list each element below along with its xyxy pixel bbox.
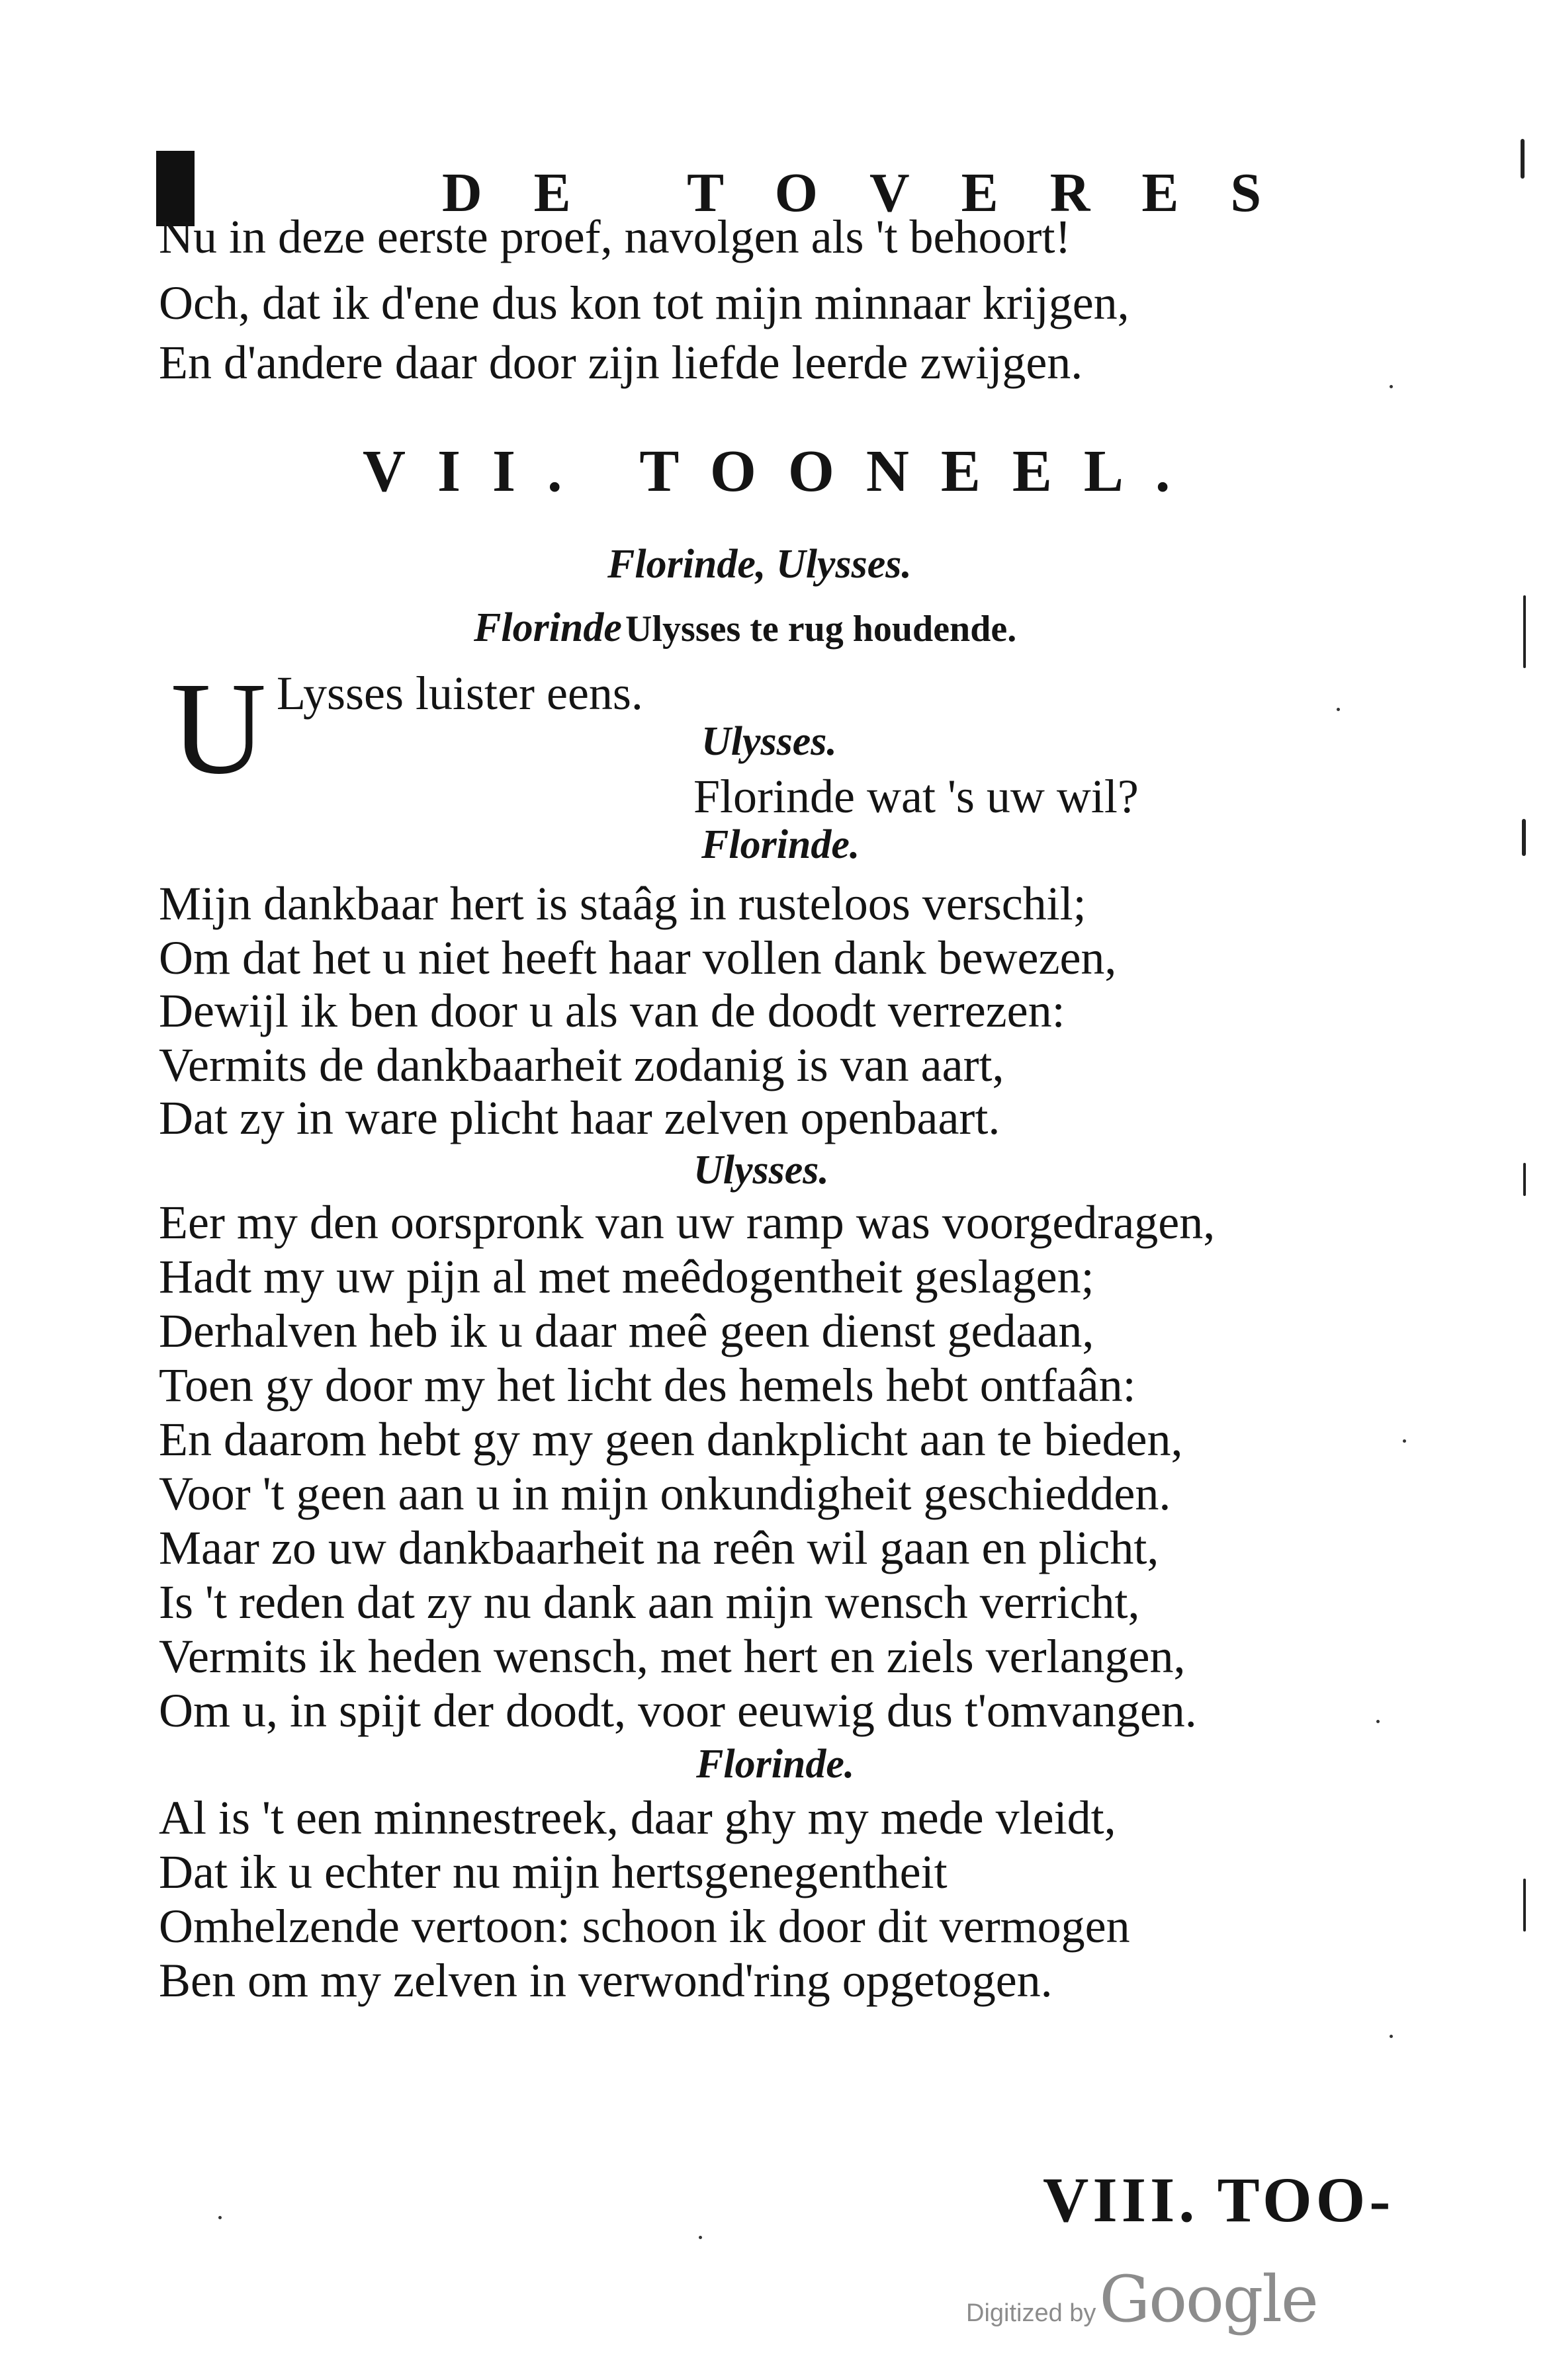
verse-line: Dat ik u echter nu mijn hertsgenegentheit — [159, 1846, 948, 1898]
verse-line: Dat zy in ware plicht haar zelven openbaart. — [159, 1091, 1000, 1144]
stage-direction — [474, 607, 1016, 648]
verse-line: Derhalven heb ik u daar meê geen dienst gedaan, — [159, 1304, 1094, 1357]
stage-direction-speaker: Florinde — [474, 605, 622, 650]
verse-line: Om u, in spijt der doodt, voor eeuwig dus t'omvangen. — [159, 1684, 1197, 1737]
verse-line: Ben om my zelven in verwond'ring opgetogen. — [159, 1954, 1053, 2007]
scan-speck — [699, 2236, 702, 2239]
verse-line: Och, dat ik d'ene dus kon tot mijn minnaar krijgen, — [159, 276, 1130, 329]
verse-line: En daarom hebt gy my geen dankplicht aan te bieden, — [159, 1413, 1183, 1466]
drop-cap-initial: U — [171, 656, 267, 802]
watermark — [966, 2262, 1317, 2336]
stage-direction-text: Ulysses te rug houdende. — [625, 609, 1017, 650]
scan-speck — [1376, 1720, 1380, 1723]
scan-edge-mark — [1523, 1879, 1526, 1932]
verse-line: Eer my den oorspronk van uw ramp was voorgedragen, — [159, 1196, 1216, 1249]
scan-edge-mark — [1522, 819, 1526, 856]
verse-line: Mijn dankbaar hert is staâg in rusteloos verschil; — [159, 877, 1086, 930]
scan-speck — [1390, 385, 1393, 388]
verse-line: Vermits ik heden wensch, met hert en ziels verlangen, — [159, 1630, 1186, 1683]
verse-line: Florinde wat 's uw wil? — [693, 770, 1139, 823]
speaker-label: Ulysses. — [701, 719, 837, 764]
speaker-label: Ulysses. — [693, 1148, 829, 1193]
scan-edge-mark — [1523, 1163, 1526, 1196]
watermark-brand: Google — [1099, 2262, 1317, 2336]
verse-line: Omhelzende vertoon: schoon ik door dit vermogen — [159, 1900, 1130, 1953]
verse-line: En d'andere daar door zijn liefde leerde zwijgen. — [159, 336, 1083, 389]
speaker-label: Florinde. — [701, 822, 860, 867]
verse-line: Maar zo uw dankbaarheit na reên wil gaan en plicht, — [159, 1521, 1159, 1574]
verse-line: Om dat het u niet heeft haar vollen dank bewezen, — [159, 931, 1117, 984]
verse-line: Toen gy door my het licht des hemels hebt ontfaân: — [159, 1359, 1136, 1412]
scene-heading: VII. TOONEEL. — [363, 439, 1202, 504]
verse-line: Is 't reden dat zy nu dank aan mijn wensch verricht, — [159, 1576, 1140, 1629]
scan-edge-mark — [1523, 595, 1526, 668]
verse-line: Vermits de dankbaarheit zodanig is van aart, — [159, 1039, 1004, 1091]
persons-list: Florinde, Ulysses. — [607, 542, 912, 587]
verse-line: Hadt my uw pijn al met meêdogentheit geslagen; — [159, 1250, 1094, 1303]
verse-line: Voor 't geen aan u in mijn onkundigheit geschiedden. — [159, 1467, 1171, 1520]
catchword: VIII. TOO- — [1043, 2164, 1395, 2235]
scan-speck — [218, 2216, 222, 2219]
verse-line: Lysses luister eens. — [277, 667, 643, 720]
watermark-prefix: Digitized by — [966, 2299, 1096, 2327]
verse-line: Al is 't een minnestreek, daar ghy my mede vleidt, — [159, 1791, 1116, 1844]
scan-edge-mark — [1521, 139, 1525, 179]
scan-speck — [1337, 708, 1340, 711]
speaker-label: Florinde. — [696, 1742, 855, 1787]
verse-line: Dewijl ik ben door u als van de doodt verrezen: — [159, 984, 1065, 1037]
verse-line: Nu in deze eerste proef, navolgen als 't behoort! — [159, 210, 1071, 263]
scan-speck — [1403, 1439, 1406, 1443]
running-head: DE TOVERES — [442, 162, 1313, 224]
scan-speck — [1390, 2035, 1393, 2038]
